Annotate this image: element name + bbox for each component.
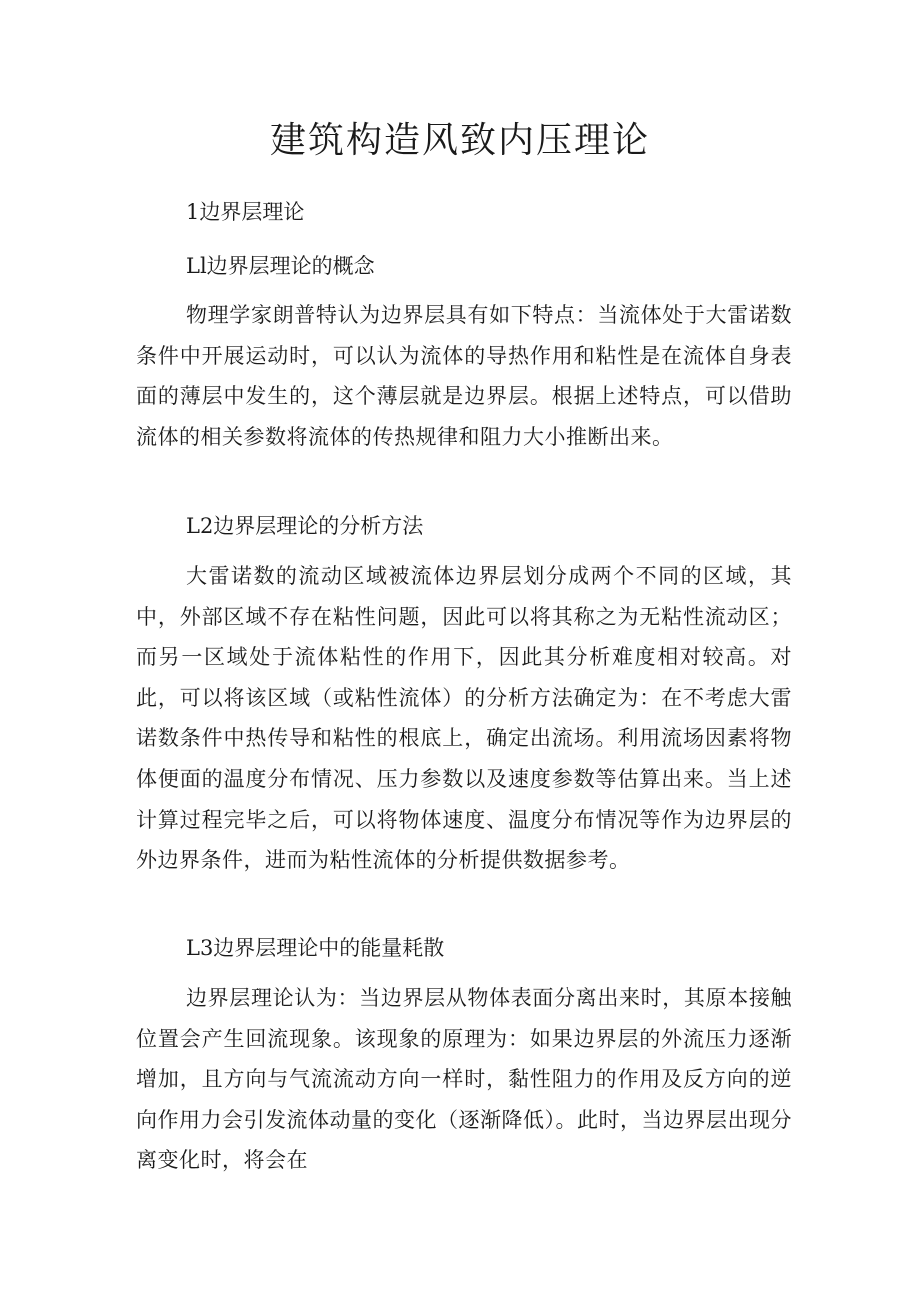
paragraph-1-2: 大雷诺数的流动区域被流体边界层划分成两个不同的区域，其中，外部区域不存在粘性问题，因此可以将其称之为无粘性流动区；而另一区域处于流体粘性的作用下，因此其分析难度相对较高。对此，可以将该区域（或粘性流体）的分析方法确定为：在不考虑大雷诺数条件中热传导和粘性的根底上，确定出流场。利用流场因素将物体便面的温度分布情况、压力参数以及速度参数等估算出来。当上述计算过程完毕之后，可以将物体速度、温度分布情况等作为边界层的外边界条件，进而为粘性流体的分析提供数据参考。	[136, 564, 792, 873]
section-heading-1: 1边界层理论	[186, 200, 305, 224]
section-heading-1-2: L2边界层理论的分析方法	[186, 514, 424, 538]
section-heading-1-3: L3边界层理论中的能量耗散	[186, 936, 445, 960]
paragraph-1-1: 物理学家朗普特认为边界层具有如下特点：当流体处于大雷诺数条件中开展运动时，可以认为流体的导热作用和粘性是在流体自身表面的薄层中发生的，这个薄层就是边界层。根据上述特点，可以借助流体的相关参数将流体的传热规律和阻力大小推断出来。	[136, 303, 792, 449]
document-title: 建筑构造风致内压理论	[269, 120, 650, 161]
section-heading-1-1: Ll边界层理论的概念	[186, 254, 375, 278]
paragraph-1-3: 边界层理论认为：当边界层从物体表面分离出来时，其原本接触位置会产生回流现象。该现象的原理为：如果边界层的外流压力逐渐增加，且方向与气流流动方向一样时，黏性阻力的作用及反方向的逆向作用力会引发流体动量的变化（逐渐降低）。此时，当边界层出现分离变化时，将会在	[136, 986, 792, 1173]
